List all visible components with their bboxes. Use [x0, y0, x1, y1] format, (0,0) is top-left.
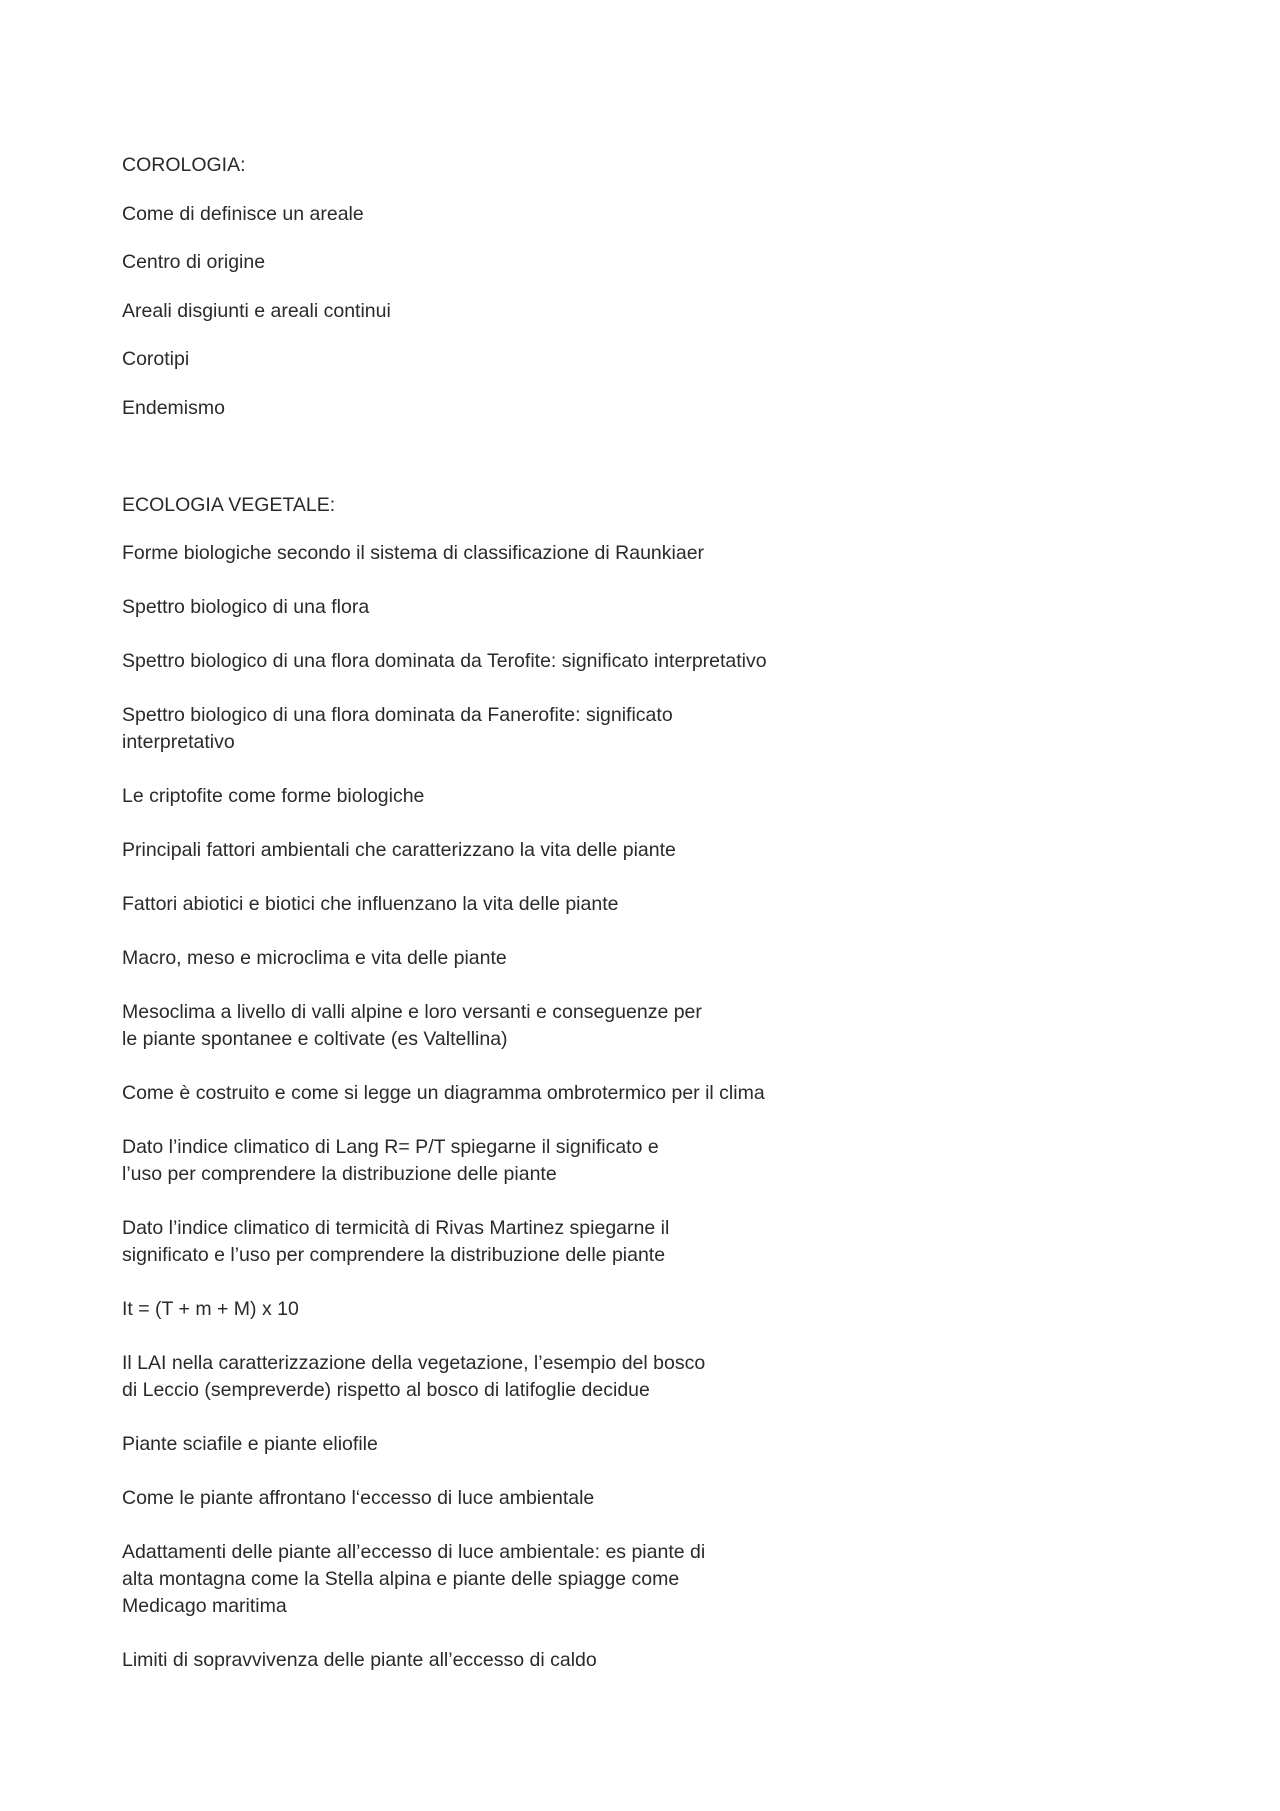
topic-line: Limiti di sopravvivenza delle piante all’eccesso di caldo	[122, 1649, 597, 1671]
topic-line: Dato l’indice climatico di Lang R= P/T spiegarne il significato e l’uso per comprendere la distribuzione delle piante	[122, 1136, 659, 1185]
section-corologia	[122, 152, 822, 422]
topic-line: Areali disgiunti e areali continui	[122, 299, 391, 322]
topic-line: Come è costruito e come si legge un diagramma ombrotermico per il clima	[122, 1082, 765, 1104]
topic-line: Mesoclima a livello di valli alpine e loro versanti e conseguenze per le piante spontanee e coltivate (es Valtellina)	[122, 1001, 702, 1050]
section-ecologia-vegetale	[122, 492, 822, 1675]
topic-line: Il LAI nella caratterizzazione della vegetazione, l’esempio del bosco di Leccio (sempreverde) rispetto al bosco di latifoglie decidue	[122, 1352, 706, 1401]
topic-line: Adattamenti delle piante all’eccesso di luce ambientale: es piante di alta montagna come la Stella alpina e piante delle spiagge come Medicago maritima	[122, 1541, 706, 1617]
topic-line: Endemismo	[122, 396, 225, 419]
topic-line: Le criptofite come forme biologiche	[122, 785, 425, 807]
topic-line: Come di definisce un areale	[122, 202, 364, 225]
topic-line: Spettro biologico di una flora dominata da Terofite: significato interpretativo	[122, 650, 767, 672]
topic-line: Come le piante affrontano l‘eccesso di luce ambientale	[122, 1487, 595, 1509]
topic-line: Centro di origine	[122, 251, 266, 273]
topic-line: Forme biologiche secondo il sistema di classificazione di Raunkiaer	[122, 542, 705, 564]
topic-line: Corotipi	[122, 348, 190, 370]
topic-line: Spettro biologico di una flora	[122, 596, 370, 618]
document-body	[122, 152, 822, 1674]
topic-line: Fattori abiotici e biotici che influenzano la vita delle piante	[122, 893, 619, 915]
topic-line: Piante sciafile e piante eliofile	[122, 1433, 378, 1455]
section-heading: COROLOGIA:	[122, 154, 246, 176]
formula-line: It = (T + m + M) x 10	[122, 1298, 299, 1320]
section-heading: ECOLOGIA VEGETALE:	[122, 493, 336, 516]
topic-line: Principali fattori ambientali che caratterizzano la vita delle piante	[122, 839, 676, 861]
topic-line: Spettro biologico di una flora dominata da Fanerofite: significato interpretativo	[122, 704, 673, 753]
topic-line: Macro, meso e microclima e vita delle piante	[122, 947, 507, 969]
topic-line: Dato l’indice climatico di termicità di Rivas Martinez spiegarne il significato e l’uso per comprendere la distribuzione delle piante	[122, 1217, 670, 1266]
